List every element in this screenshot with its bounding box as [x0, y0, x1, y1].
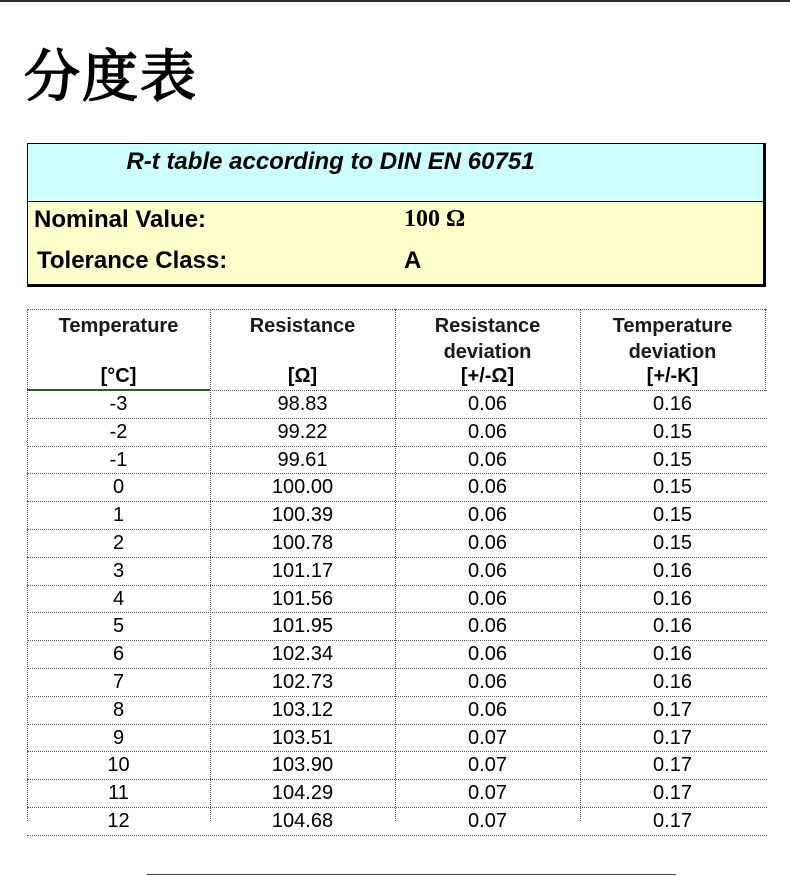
unit-ohm-deviation: [+/-Ω]: [460, 365, 515, 387]
header-label: Temperature: [612, 315, 733, 337]
resistance-deviation-cell: 0.06: [468, 531, 507, 554]
temperature-cell: 1: [112, 504, 125, 527]
table-row: [27, 808, 767, 836]
bottom-divider: [147, 874, 676, 875]
resistance-deviation-cell: 0.06: [468, 615, 507, 638]
resistance-cell: 100.78: [271, 531, 334, 554]
resistance-cell: 104.68: [271, 809, 334, 832]
temperature-deviation-cell: 0.17: [653, 726, 692, 749]
table-row: [27, 558, 767, 586]
resistance-deviation-cell: 0.06: [468, 559, 507, 582]
table-row: [27, 725, 767, 753]
temperature-cell: 9: [112, 726, 125, 749]
resistance-cell: 98.83: [277, 393, 328, 415]
temperature-cell: 7: [112, 670, 125, 693]
rt-table: [27, 309, 767, 832]
table-row: [27, 613, 767, 641]
table-row: [27, 669, 767, 697]
temperature-cell: 10: [107, 754, 130, 777]
unit-kelvin-deviation: [+/-K]: [646, 365, 699, 387]
resistance-deviation-cell: 0.06: [468, 698, 507, 721]
temperature-cell: 2: [112, 531, 125, 554]
resistance-deviation-cell: 0.06: [468, 670, 507, 693]
column-divider: [765, 309, 766, 391]
resistance-deviation-cell: 0.06: [468, 448, 507, 471]
table-caption: R-t table according to DIN EN 60751: [126, 148, 535, 175]
temperature-cell: 12: [107, 809, 130, 832]
resistance-cell: 103.12: [271, 698, 334, 721]
tolerance-class-row: [28, 247, 763, 287]
tolerance-class-value: A: [404, 247, 422, 274]
resistance-cell: 99.61: [277, 448, 328, 471]
resistance-deviation-cell: 0.06: [468, 587, 507, 610]
resistance-cell: 102.34: [271, 643, 334, 666]
temperature-deviation-cell: 0.16: [653, 643, 692, 666]
header-label: Resistance: [434, 315, 541, 337]
table-body: [27, 391, 767, 836]
header-label: Resistance: [249, 315, 356, 337]
temperature-deviation-cell: 0.15: [653, 448, 692, 471]
resistance-deviation-cell: 0.07: [468, 782, 507, 805]
table-row: [27, 474, 767, 502]
resistance-cell: 104.29: [271, 782, 334, 805]
table-row: [27, 530, 767, 558]
table-row: [27, 586, 767, 614]
resistance-cell: 99.22: [277, 420, 328, 443]
header-label: Temperature: [58, 315, 179, 337]
temperature-deviation-cell: 0.16: [653, 393, 692, 415]
resistance-deviation-cell: 0.06: [468, 643, 507, 666]
table-row: [27, 780, 767, 808]
temperature-deviation-cell: 0.16: [653, 587, 692, 610]
nominal-value-label: Nominal Value:: [34, 206, 207, 233]
table-row: [27, 447, 767, 475]
table-row: [27, 641, 767, 669]
top-divider: [0, 0, 790, 2]
header-label-line2: deviation: [628, 341, 717, 363]
temperature-deviation-cell: 0.17: [653, 698, 692, 721]
temperature-deviation-cell: 0.17: [653, 782, 692, 805]
temperature-cell: 0: [112, 476, 125, 499]
nominal-value: 100 Ω: [404, 206, 466, 232]
temperature-deviation-cell: 0.16: [653, 615, 692, 638]
resistance-cell: 103.90: [271, 754, 334, 777]
header-temperature-deviation: [580, 313, 765, 365]
temperature-cell: 5: [112, 615, 125, 638]
temperature-cell: -3: [109, 393, 128, 415]
table-row: [27, 502, 767, 530]
temperature-deviation-cell: 0.15: [653, 531, 692, 554]
header-resistance: [210, 313, 395, 339]
resistance-cell: 101.17: [271, 559, 334, 582]
unit-ohm: [Ω]: [287, 365, 318, 387]
tolerance-class-label: Tolerance Class:: [37, 247, 228, 274]
resistance-cell: 103.51: [271, 726, 334, 749]
table-row: [27, 419, 767, 447]
page-title: 分度表: [24, 45, 198, 110]
resistance-deviation-cell: 0.07: [468, 809, 507, 832]
header-resistance-deviation: [395, 313, 580, 365]
temperature-deviation-cell: 0.15: [653, 420, 692, 443]
header-label-line2: deviation: [443, 341, 532, 363]
resistance-deviation-cell: 0.07: [468, 754, 507, 777]
resistance-cell: 101.95: [271, 615, 334, 638]
header-top-border: [27, 309, 767, 310]
temperature-cell: 8: [112, 698, 125, 721]
nominal-value-row: [28, 206, 763, 246]
table-caption-box: [27, 143, 766, 202]
table-row: [27, 752, 767, 780]
temperature-deviation-cell: 0.17: [653, 754, 692, 777]
temperature-cell: -2: [109, 420, 128, 443]
spreadsheet: [27, 143, 767, 832]
temperature-deviation-cell: 0.15: [653, 476, 692, 499]
temperature-deviation-cell: 0.16: [653, 559, 692, 582]
temperature-cell: 4: [112, 587, 125, 610]
resistance-cell: 102.73: [271, 670, 334, 693]
temperature-cell: 11: [108, 782, 129, 805]
resistance-deviation-cell: 0.06: [468, 476, 507, 499]
temperature-cell: -1: [109, 448, 128, 471]
resistance-cell: 100.00: [271, 476, 334, 499]
resistance-deviation-cell: 0.06: [468, 420, 507, 443]
temperature-deviation-cell: 0.17: [653, 809, 692, 832]
header-temperature: [27, 313, 210, 339]
temperature-cell: 6: [112, 643, 125, 666]
resistance-deviation-cell: 0.07: [468, 726, 507, 749]
unit-celsius: [°C]: [100, 365, 137, 387]
spec-box: [27, 202, 766, 287]
temperature-cell: 3: [112, 559, 125, 582]
table-row: [27, 697, 767, 725]
resistance-deviation-cell: 0.06: [468, 393, 507, 415]
resistance-cell: 101.56: [271, 587, 334, 610]
temperature-deviation-cell: 0.16: [653, 670, 692, 693]
resistance-cell: 100.39: [271, 504, 334, 527]
temperature-deviation-cell: 0.15: [653, 504, 692, 527]
resistance-deviation-cell: 0.06: [468, 504, 507, 527]
table-row: [27, 391, 767, 419]
